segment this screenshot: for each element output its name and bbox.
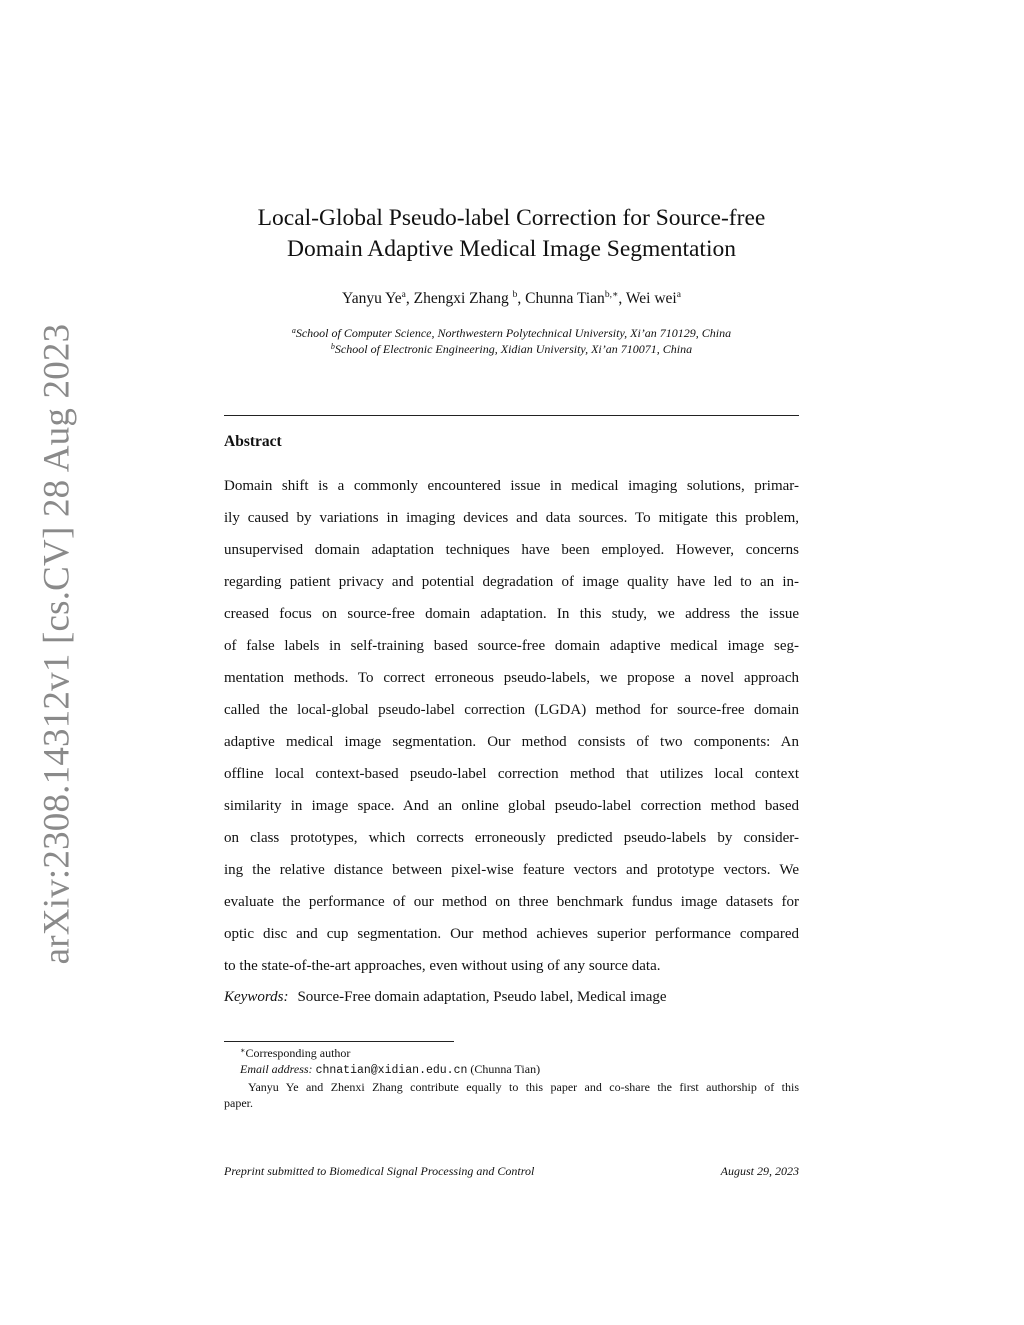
author-name: Zhengxi Zhang <box>413 290 513 307</box>
abstract-line: unsupervised domain adaptation techniques have been employed. However, concerns <box>224 542 799 558</box>
abstract-line: regarding patient privacy and potential degradation of image quality have led to an in- <box>224 574 799 590</box>
affiliation-mark: a <box>291 326 296 335</box>
abstract-top-rule <box>224 415 799 416</box>
footnote-corresponding <box>224 1045 799 1061</box>
abstract-line: on class prototypes, which corrects erroneously predicted pseudo-labels by consider- <box>224 830 799 846</box>
footnote-equal-contribution-cont: paper. <box>224 1096 253 1110</box>
footnotes <box>224 1045 799 1111</box>
abstract-line: offline local context-based pseudo-label correction method that utilizes local context <box>224 766 799 782</box>
affiliation-b <box>224 341 799 357</box>
corresponding-text: Corresponding author <box>245 1046 351 1060</box>
author-affil-mark: a <box>676 290 681 300</box>
affiliations <box>224 325 799 357</box>
abstract-line: Domain shift is a commonly encountered issue in medical imaging solutions, primar- <box>224 478 799 494</box>
arxiv-identifier-stamp: arXiv:2308.14312v1 [cs.CV] 28 Aug 2023 <box>36 323 78 965</box>
affiliation-text: School of Electronic Engineering, Xidian University, Xi’an 710071, China <box>334 342 693 356</box>
footnote-rule <box>224 1041 454 1042</box>
author-separator: , <box>405 290 414 307</box>
author-affil-mark: b <box>512 290 518 300</box>
affiliation-a <box>224 325 799 341</box>
abstract-line: optic disc and cup segmentation. Our method achieves superior performance compared <box>224 926 799 942</box>
author-separator: , <box>618 290 626 307</box>
abstract-line: to the state-of-the-art approaches, even without using of any source data. <box>224 958 661 974</box>
email-owner: (Chunna Tian) <box>470 1062 541 1076</box>
abstract-line: ily caused by variations in imaging devices and data sources. To mitigate this problem, <box>224 510 799 526</box>
keywords-label: Keywords: <box>224 989 289 1005</box>
author-name: Yanyu Ye <box>342 290 402 307</box>
footnote-email <box>224 1061 799 1079</box>
affiliation-text: School of Computer Science, Northwestern Polytechnical University, Xi’an 710129, China <box>295 326 732 340</box>
corresponding-mark: ∗ <box>240 1046 246 1055</box>
keywords-text: Source-Free domain adaptation, Pseudo label, Medical image <box>297 989 667 1005</box>
author-affil-mark: a <box>401 290 406 300</box>
author-list <box>224 288 799 310</box>
paper-title <box>224 203 799 265</box>
author-separator: , <box>517 290 526 307</box>
abstract-line: called the local-global pseudo-label correction (LGDA) method for source-free domain <box>224 702 799 718</box>
author-name: Wei wei <box>625 290 677 307</box>
abstract-line: mentation methods. To correct erroneous pseudo-labels, we propose a novel approach <box>224 670 799 686</box>
footer-journal: Preprint submitted to Biomedical Signal Processing and Control <box>224 1164 535 1178</box>
footer-date: August 29, 2023 <box>720 1164 799 1178</box>
email-label: Email address: <box>240 1062 313 1076</box>
abstract-line: similarity in image space. And an online global pseudo-label correction method based <box>224 798 799 814</box>
abstract-heading: Abstract <box>224 433 282 450</box>
title-line-2: Domain Adaptive Medical Image Segmentation <box>287 236 736 262</box>
affiliation-mark: b <box>330 342 335 351</box>
author-affil-mark: b,∗ <box>604 290 619 300</box>
abstract-line: ing the relative distance between pixel-wise feature vectors and prototype vectors. We <box>224 862 799 878</box>
abstract-line: evaluate the performance of our method on three benchmark fundus image datasets for <box>224 894 799 910</box>
author-name: Chunna Tian <box>525 290 605 307</box>
title-line-1: Local-Global Pseudo-label Correction for Source-free <box>257 205 766 231</box>
abstract-line: creased focus on source-free domain adaptation. In this study, we address the issue <box>224 606 799 622</box>
keywords <box>224 985 667 1009</box>
abstract-line: of false labels in self-training based source-free domain adaptive medical image seg- <box>224 638 799 654</box>
abstract-line: adaptive medical image segmentation. Our method consists of two components: An <box>224 734 799 750</box>
footnote-equal-contribution: Yanyu Ye and Zhenxi Zhang contribute equally to this paper and co-share the first authorship of this <box>248 1080 799 1094</box>
abstract-body <box>224 470 799 982</box>
email-address-link[interactable]: chnatian@xidian.edu.cn <box>315 1064 468 1077</box>
